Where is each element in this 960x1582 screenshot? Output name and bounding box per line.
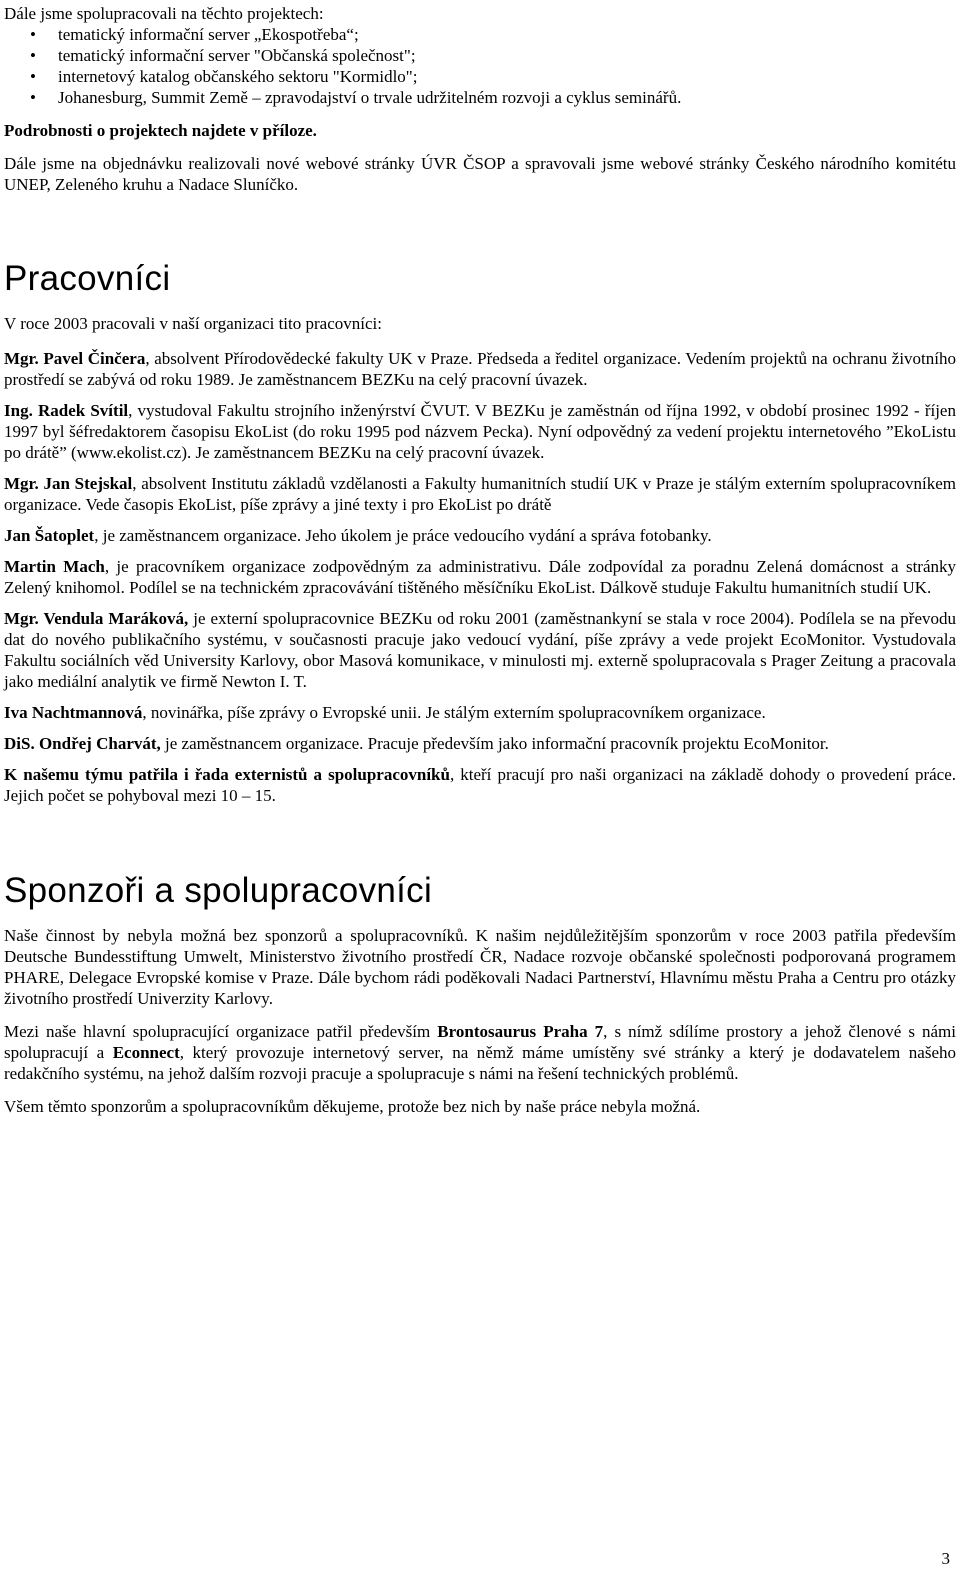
worker-description: , je pracovníkem organizace zodpovědným za administrativu. Dále zodpovídal za poradnu Zelená domácnost a stránky Zelený knihomol. Podílel se na technickém zpracovávání tištěného měsíčníku EkoList. Dálkově studuje Fakultu humanitních studií UK. bbox=[4, 557, 956, 597]
partners-text: , který provozuje internetový server, na němž máme umístěny své stránky a který je dodavatelem našeho redakčního systému, na jehož dalším rozvoji pracuje a spolupracuje s námi na řešení technických problémů. bbox=[4, 1043, 956, 1083]
document-page bbox=[4, 3, 956, 1117]
worker-name: Mgr. Pavel Činčera bbox=[4, 349, 146, 368]
worker-description: , absolvent Institutu základů vzdělanosti a Fakulty humanitních studií UK v Praze je stálým externím spolupracovníkem organizace. Vede časopis EkoList, píše zprávy a jiné texty i pro EkoList po drátě bbox=[4, 474, 956, 514]
worker-name: Martin Mach bbox=[4, 557, 105, 576]
worker-name: Mgr. Vendula Maráková, bbox=[4, 609, 189, 628]
workers-heading: Pracovníci bbox=[4, 259, 171, 298]
list-item: • tematický informační server "Občanská společnost"; bbox=[4, 45, 956, 66]
worker-description: , je zaměstnancem organizace. Jeho úkolem je práce vedoucího vydání a správa fotobanky. bbox=[94, 526, 712, 545]
thanks-paragraph: Všem těmto sponzorům a spolupracovníkům děkujeme, protože bez nich by naše práce nebyla možná. bbox=[4, 1097, 701, 1116]
partner-brontosaurus: Brontosaurus Praha 7 bbox=[437, 1022, 604, 1041]
worker-entry bbox=[4, 525, 956, 546]
partners-text: , s nímž sdílíme prostory a jehož členové s námi spolupracují a bbox=[4, 1022, 957, 1062]
projects-intro: Dále jsme spolupracovali na těchto projektech: bbox=[4, 4, 324, 23]
worker-entry bbox=[4, 733, 956, 754]
partners-text: Mezi naše hlavní spolupracující organizace patřil především bbox=[4, 1022, 438, 1041]
projects-reference: Podrobnosti o projektech najdete v příloze. bbox=[4, 121, 317, 140]
external-workers-description: , kteří pracují pro naši organizaci na základě dohody o provedení práce. Jejich počet se pohyboval mezi 10 – 15. bbox=[4, 765, 956, 805]
projects-list bbox=[4, 24, 956, 108]
worker-name: Jan Šatoplet bbox=[4, 526, 95, 545]
worker-name: Mgr. Jan Stejskal bbox=[4, 474, 133, 493]
worker-name: Iva Nachtmannová bbox=[4, 703, 143, 722]
worker-description: je externí spolupracovnice BEZKu od roku 2001 (zaměstnankyní se stala v roce 2004). Podílela se na převodu dat do nového publikačního systému, v současnosti pracuje jako vedoucí vydání, píše zprávy a vede projekt EcoMonitor. Vystudovala Fakultu sociálních věd University Karlovy, obor Masová komunikace, v minulosti mj. externě spolupracovala s Prager Zeitung a pracovala jako mediální analytik ve firmě Newton I. T. bbox=[4, 609, 956, 691]
partners-paragraph bbox=[4, 1021, 956, 1084]
workers-intro: V roce 2003 pracovali v naší organizaci tito pracovníci: bbox=[4, 314, 382, 333]
sponsors-paragraph: Naše činnost by nebyla možná bez sponzorů a spolupracovníků. K našim nejdůležitějším sponzorům v roce 2003 patřila především Deutsche Bundesstiftung Umwelt, Ministerstvo životního prostředí ČR, Nadace rozvoje občanské společnosti podporovaná programem PHARE, Delegace Evropské komise v Praze. Dále bychom rádi poděkovali Nadaci Partnerství, Hlavnímu městu Praha a Centru pro otázky životního prostředí Univerzity Karlovy. bbox=[4, 926, 956, 1008]
worker-description: , absolvent Přírodovědecké fakulty UK v Praze. Předseda a ředitel organizace. Vedením projektů na ochranu životního prostředí se zabývá od roku 1989. Je zaměstnancem BEZKu na celý pracovní úvazek. bbox=[4, 349, 956, 389]
websites-paragraph: Dále jsme na objednávku realizovali nové webové stránky ÚVR ČSOP a spravovali jsme webové stránky Českého národního komitétu UNEP, Zeleného kruhu a Nadace Sluníčko. bbox=[4, 154, 956, 194]
list-item: • internetový katalog občanského sektoru "Kormidlo"; bbox=[4, 66, 956, 87]
worker-entry bbox=[4, 400, 956, 463]
list-item: • tematický informační server „Ekospotřeba“; bbox=[4, 24, 956, 45]
list-item: • Johanesburg, Summit Země – zpravodajství o trvale udržitelném rozvoji a cyklus seminářů. bbox=[4, 87, 956, 108]
partner-econnect: Econnect bbox=[112, 1043, 180, 1062]
worker-name: DiS. Ondřej Charvát, bbox=[4, 734, 161, 753]
worker-entry bbox=[4, 608, 956, 692]
worker-entry bbox=[4, 702, 956, 723]
external-workers-label: K našemu týmu patřila i řada externistů a spolupracovníků bbox=[4, 765, 450, 784]
worker-entry bbox=[4, 556, 956, 598]
worker-description: je zaměstnancem organizace. Pracuje především jako informační pracovník projektu EcoMonitor. bbox=[160, 734, 829, 753]
worker-description: , novinářka, píše zprávy o Evropské unii. Je stálým externím spolupracovníkem organizace. bbox=[142, 703, 766, 722]
worker-entry bbox=[4, 473, 956, 515]
sponsors-heading: Sponzoři a spolupracovníci bbox=[4, 871, 433, 910]
external-workers-entry bbox=[4, 764, 956, 806]
page-number: 3 bbox=[941, 1549, 950, 1568]
worker-description: , vystudoval Fakultu strojního inženýrství ČVUT. V BEZKu je zaměstnán od října 1992, v období prosinec 1992 - říjen 1997 byl šéfredaktorem časopisu EkoList (do roku 1995 pod názvem Pecka). Nyní odpovědný za vedení projektu internetového ”EkoListu po drátě” (www.ekolist.cz). Je zaměstnancem BEZKu na celý pracovní úvazek. bbox=[4, 401, 956, 462]
worker-entry bbox=[4, 348, 956, 390]
worker-name: Ing. Radek Svítil bbox=[4, 401, 129, 420]
